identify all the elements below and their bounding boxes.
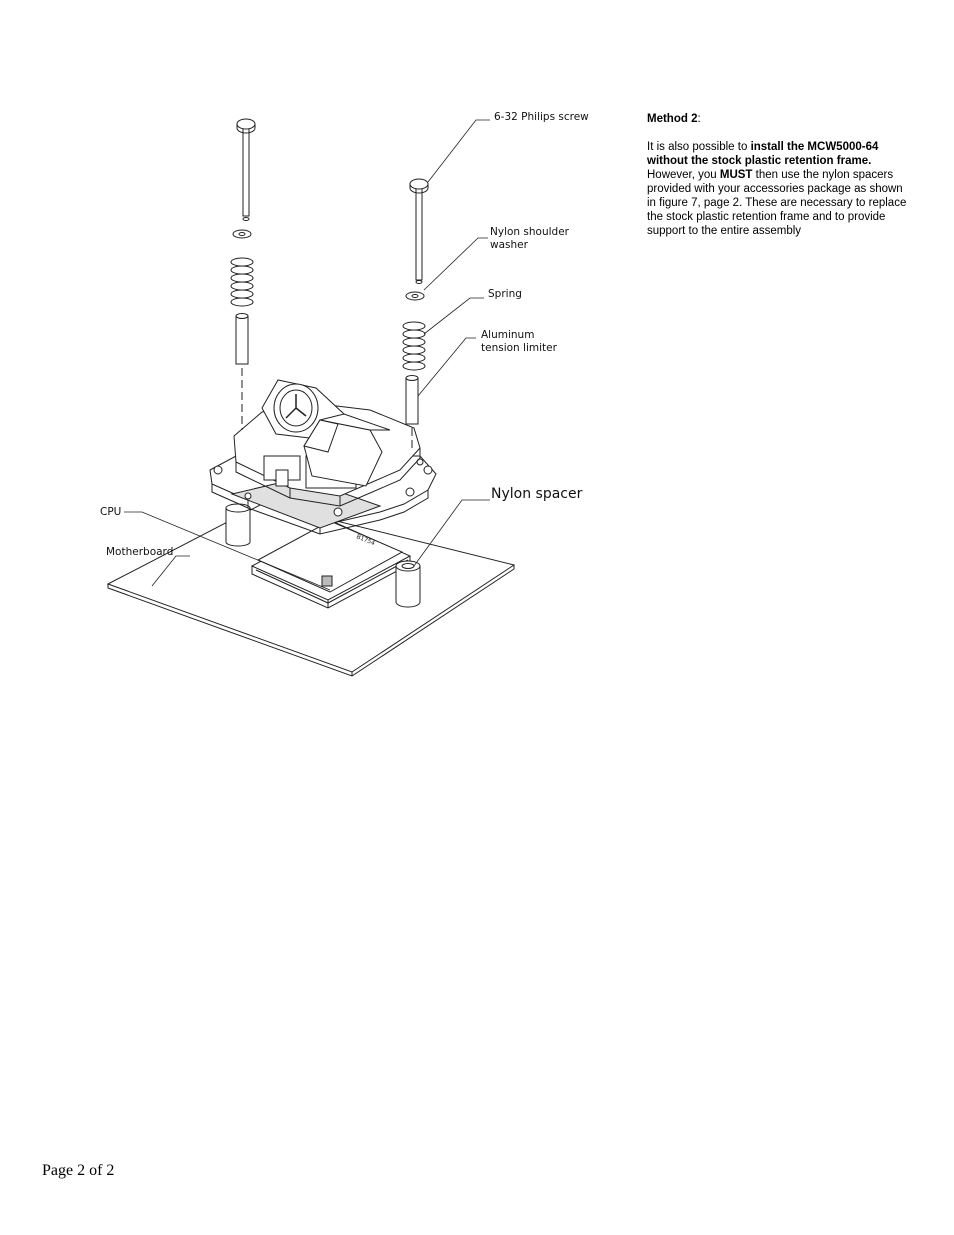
nylon-spacer-front bbox=[396, 561, 420, 607]
label-screw bbox=[494, 111, 589, 124]
method-2-section bbox=[647, 112, 909, 238]
label-limiter-line2: tension limiter bbox=[481, 342, 557, 354]
method-title-suffix: : bbox=[697, 113, 701, 125]
label-limiter bbox=[481, 329, 557, 355]
nylon-spacer-back bbox=[226, 504, 250, 546]
label-washer-line1: Nylon shoulder bbox=[490, 226, 569, 238]
method-bold-install: install the MCW5000-64 without the stock plastic retention frame. bbox=[647, 141, 879, 167]
label-limiter-line1: Aluminum bbox=[481, 329, 535, 341]
label-cpu bbox=[100, 506, 121, 519]
cpu-marking: B1754 bbox=[355, 533, 376, 548]
label-spring bbox=[488, 288, 522, 301]
method-title bbox=[647, 112, 909, 126]
label-cpu-text: CPU bbox=[100, 506, 122, 518]
label-spring-text: Spring bbox=[488, 288, 522, 300]
page-number: Page 2 of 2 bbox=[42, 1162, 115, 1179]
method-title-text: Method 2 bbox=[647, 113, 698, 125]
page-footer bbox=[42, 1162, 114, 1180]
method-mid: However, you bbox=[647, 169, 720, 181]
method-intro: It is also possible to bbox=[647, 141, 751, 153]
method-paragraph bbox=[647, 140, 909, 238]
left-hardware-stack bbox=[231, 119, 255, 430]
label-screw-text: 6-32 Philips screw bbox=[494, 111, 589, 123]
label-spacer bbox=[491, 488, 582, 501]
right-hardware-stack bbox=[403, 179, 428, 452]
label-washer bbox=[490, 226, 569, 252]
method-rest: then use the nylon spacers provided with your accessories package as shown in figure 7, page 2. These are necessary to replace the stock plastic retention frame and to provide support to the entire assembly bbox=[647, 169, 907, 237]
label-motherboard bbox=[106, 546, 173, 559]
label-motherboard-text: Motherboard bbox=[106, 546, 174, 558]
method-bold-must: MUST bbox=[719, 169, 753, 181]
label-washer-line2: washer bbox=[490, 239, 528, 251]
label-spacer-text: Nylon spacer bbox=[491, 486, 583, 502]
